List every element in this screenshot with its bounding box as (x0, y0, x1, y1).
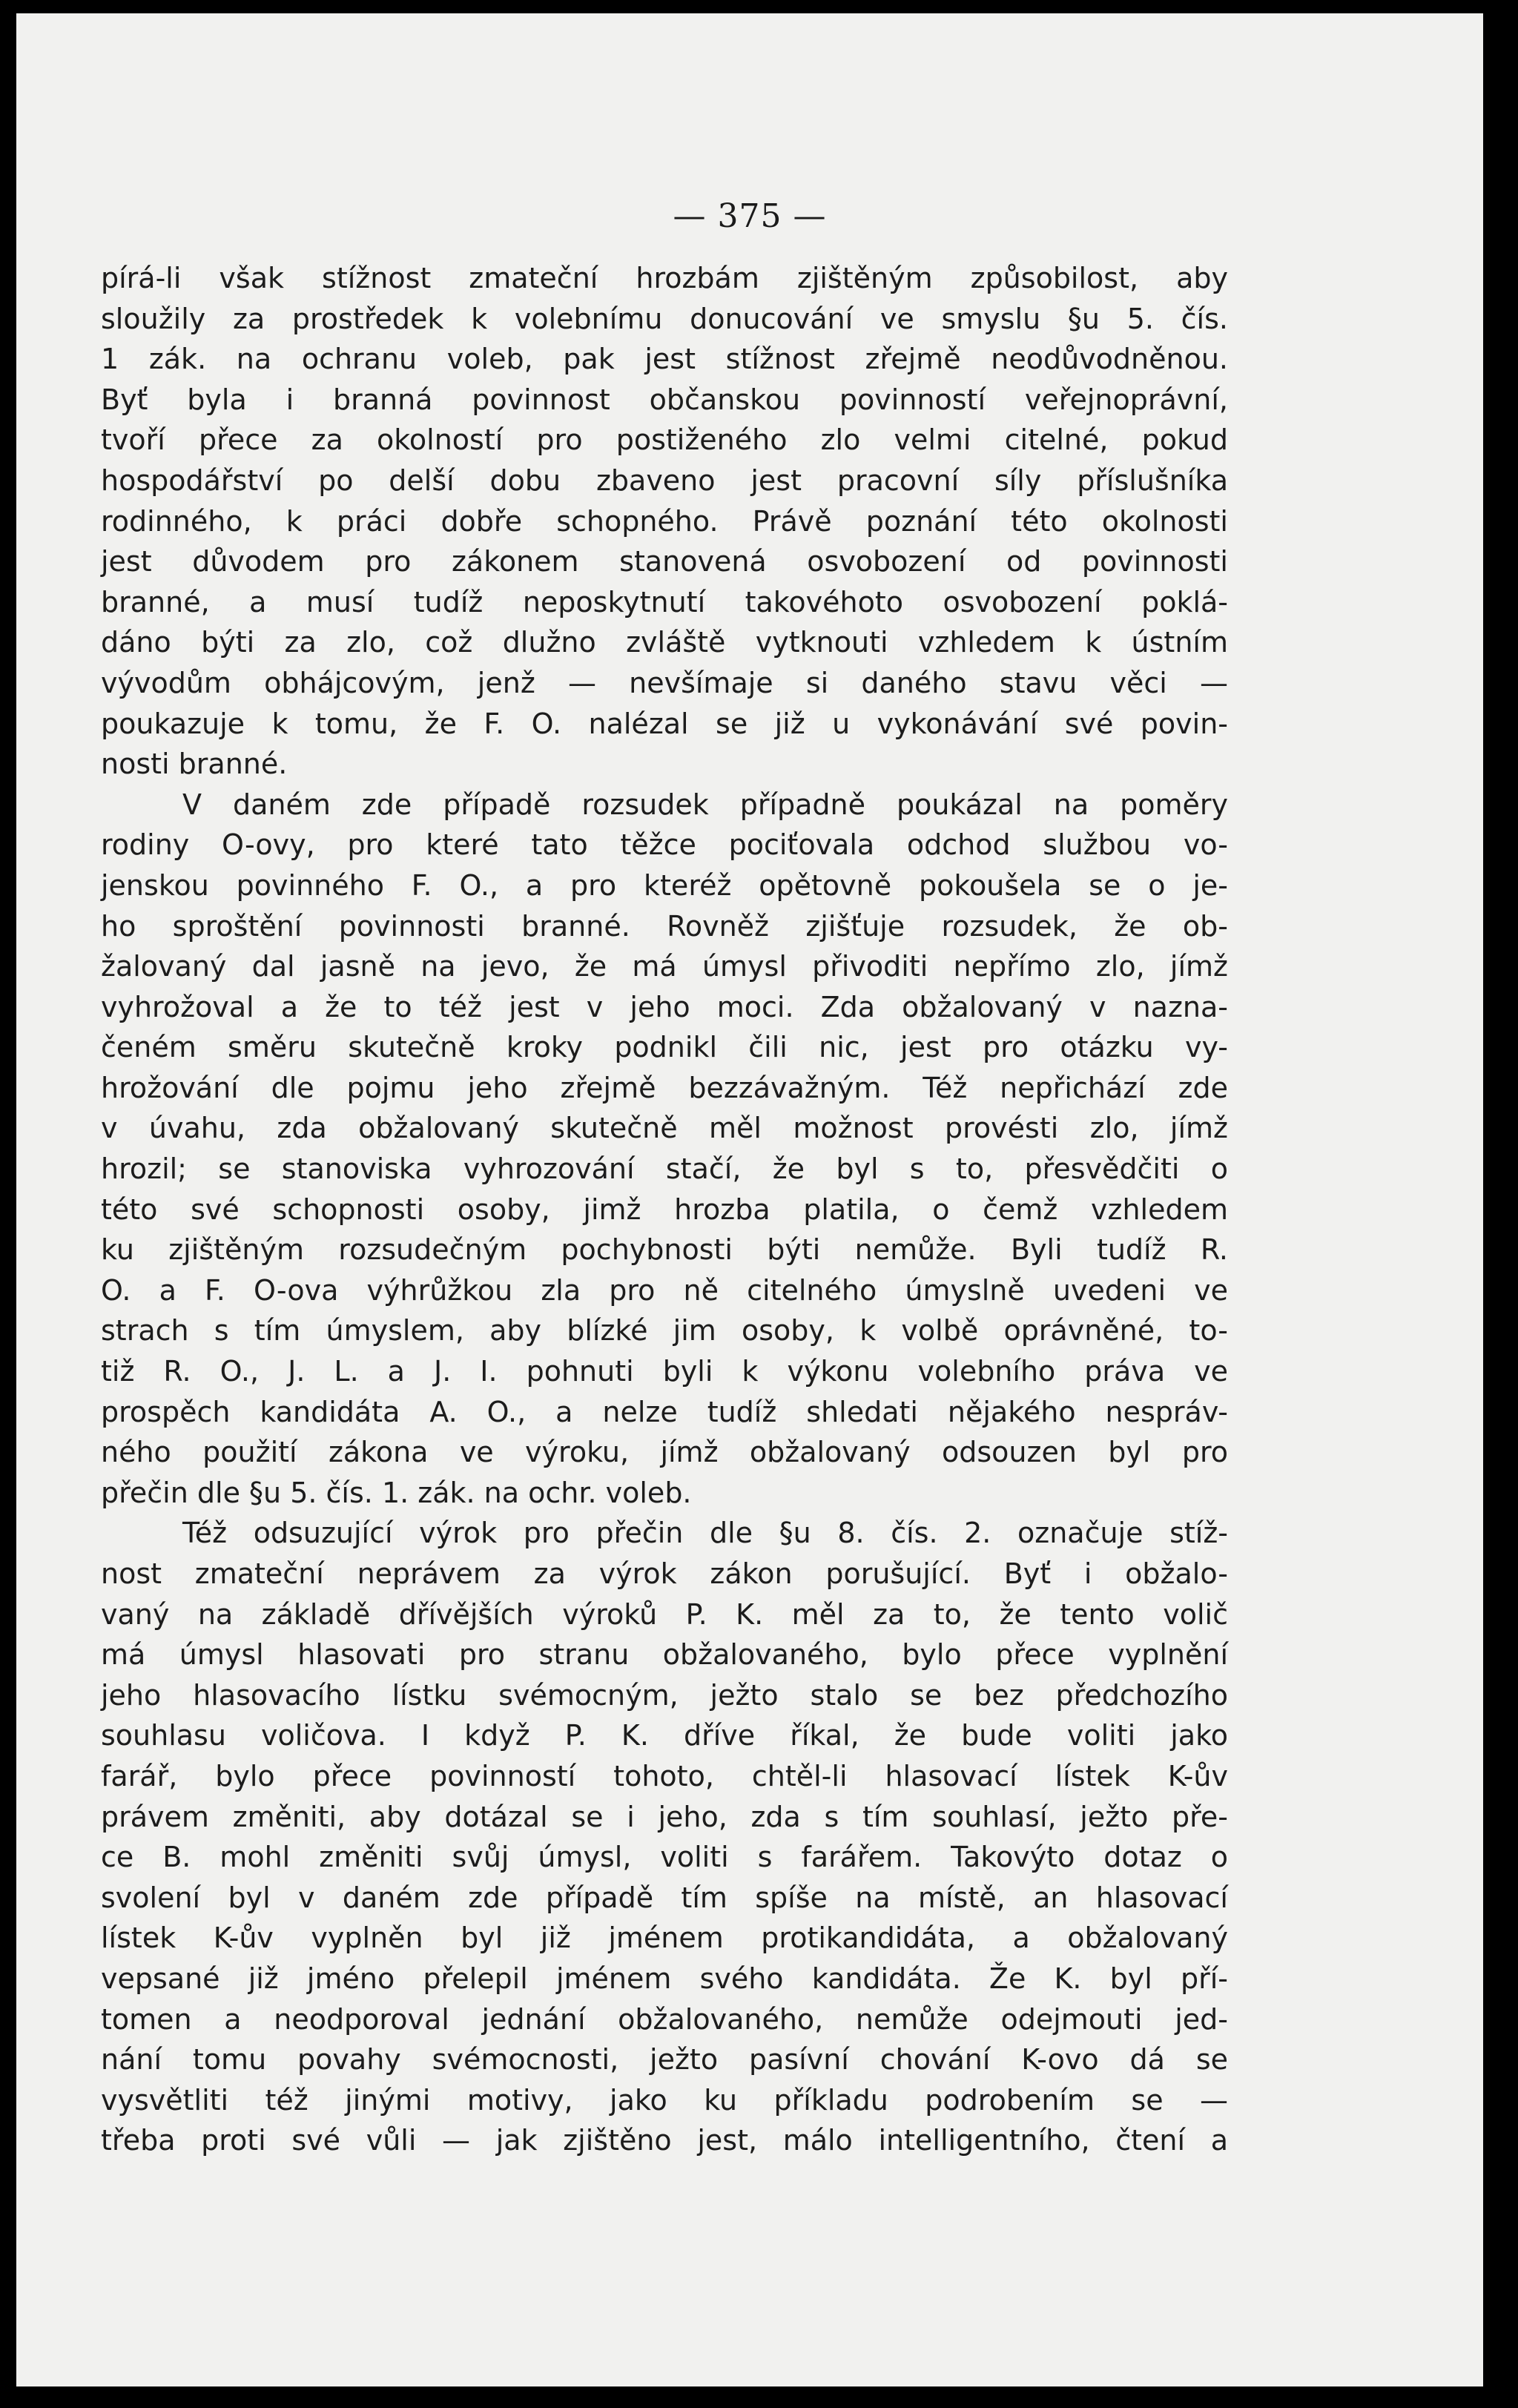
text-line: jenskou povinného F. O., a pro kteréž opětovně pokoušela se o je- (101, 868, 1228, 902)
text-line: 1 zák. na ochranu voleb, pak jest stížnost zřejmě neodůvodněnou. (101, 343, 1228, 376)
text-line: ku zjištěným rozsudečným pochybnosti býti nemůže. Byli tudíž R. (101, 1233, 1228, 1267)
text-line: jest důvodem pro zákonem stanovená osvobození od povinnosti (101, 545, 1228, 578)
text-line: nosti branné. (101, 748, 288, 781)
text-line: sloužily za prostředek k volebnímu donucování ve smyslu §u 5. čís. (101, 302, 1228, 335)
text-line: tomen a neodporoval jednání obžalovaného, nemůže odejmouti jed- (101, 2002, 1228, 2036)
text-line: ce B. mohl změniti svůj úmysl, voliti s farářem. Takovýto dotaz o (101, 1841, 1228, 1874)
text-line: vepsané již jméno přelepil jménem svého kandidáta. Že K. byl pří- (101, 1962, 1228, 1995)
text-line: hospodářství po delší dobu zbaveno jest pracovní síly příslušníka (101, 464, 1228, 497)
text-line: Byť byla i branná povinnost občanskou povinností veřejnoprávní, (101, 383, 1228, 416)
text-line: čeném směru skutečně kroky podnikl čili nic, jest pro otázku vy- (101, 1031, 1228, 1064)
text-line: V daném zde případě rozsudek případně poukázal na poměry (182, 788, 1228, 821)
text-line: žalovaný dal jasně na jevo, že má úmysl přivoditi nepřímo zlo, jímž (101, 950, 1228, 983)
body-text (101, 258, 1228, 2161)
text-line: Též odsuzující výrok pro přečin dle §u 8. čís. 2. označuje stíž- (182, 1517, 1228, 1550)
text-line: branné, a musí tudíž neposkytnutí takovéhoto osvobození poklá- (101, 585, 1228, 619)
text-line: tvoří přece za okolností pro postiženého zlo velmi citelné, pokud (101, 423, 1228, 457)
text-line: dáno býti za zlo, což dlužno zvláště vytknouti vzhledem k ústním (101, 626, 1228, 659)
text-line: této své schopnosti osoby, jimž hrozba platila, o čemž vzhledem (101, 1193, 1228, 1226)
text-line: hrozil; se stanoviska vyhrozování stačí, že byl s to, přesvědčiti o (101, 1152, 1228, 1186)
text-line: tiž R. O., J. L. a J. I. pohnuti byli k výkonu volebního práva ve (101, 1355, 1228, 1388)
text-line: souhlasu voličova. I když P. K. dříve říkal, že bude voliti jako (101, 1719, 1228, 1752)
text-line: má úmysl hlasovati pro stranu obžalovaného, bylo přece vyplnění (101, 1638, 1228, 1672)
text-line: strach s tím úmyslem, aby blízké jim osoby, k volbě oprávněné, to- (101, 1314, 1228, 1348)
text-line: hrožování dle pojmu jeho zřejmě bezzávažným. Též nepřichází zde (101, 1071, 1228, 1104)
text-line: vývodům obhájcovým, jenž — nevšímaje si daného stavu věci — (101, 666, 1228, 699)
text-line: jeho hlasovacího lístku svémocným, ježto stalo se bez předchozího (101, 1678, 1228, 1712)
text-line: farář, bylo přece povinností tohoto, chtěl-li hlasovací lístek K-ův (101, 1759, 1228, 1792)
text-line: lístek K-ův vyplněn byl již jménem protikandidáta, a obžalovaný (101, 1922, 1228, 1955)
text-line: svolení byl v daném zde případě tím spíše na místě, an hlasovací (101, 1881, 1228, 1914)
text-line: prospěch kandidáta A. O., a nelze tudíž shledati nějakého nespráv- (101, 1395, 1228, 1428)
text-line: vyhrožoval a že to též jest v jeho moci. Zda obžalovaný v nazna- (101, 990, 1228, 1023)
text-line: přečin dle §u 5. čís. 1. zák. na ochr. voleb. (101, 1476, 692, 1509)
document-page (16, 13, 1483, 2386)
page-number: — 375 — (673, 197, 827, 235)
text-line: ho sproštění povinnosti branné. Rovněž zjišťuje rozsudek, že ob- (101, 909, 1228, 943)
text-line: třeba proti své vůli — jak zjištěno jest, málo intelligentního, čtení a (101, 2124, 1228, 2157)
text-line: v úvahu, zda obžalovaný skutečně měl možnost provésti zlo, jímž (101, 1112, 1228, 1145)
text-line: poukazuje k tomu, že F. O. nalézal se již u vykonávání své povin- (101, 707, 1228, 740)
text-line: právem změniti, aby dotázal se i jeho, zda s tím souhlasí, ježto pře- (101, 1800, 1228, 1833)
text-line: vaný na základě dřívějších výroků P. K. měl za to, že tento volič (101, 1597, 1228, 1631)
text-line: rodinného, k práci dobře schopného. Právě poznání této okolnosti (101, 504, 1228, 538)
text-line: nost zmateční neprávem za výrok zákon porušující. Byť i obžalo- (101, 1557, 1228, 1590)
text-line: ného použití zákona ve výroku, jímž obžalovaný odsouzen byl pro (101, 1436, 1228, 1469)
text-line: O. a F. O-ova výhrůžkou zla pro ně citelného úmyslně uvedeni ve (101, 1273, 1228, 1307)
text-line: rodiny O-ovy, pro které tato těžce pociťovala odchod službou vo- (101, 828, 1228, 862)
text-line: nání tomu povahy svémocnosti, ježto pasívní chování K-ovo dá se (101, 2043, 1228, 2077)
text-line: vysvětliti též jinými motivy, jako ku příkladu podrobením se — (101, 2083, 1228, 2117)
text-line: pírá-li však stížnost zmateční hrozbám zjištěným způsobilost, aby (101, 262, 1228, 294)
